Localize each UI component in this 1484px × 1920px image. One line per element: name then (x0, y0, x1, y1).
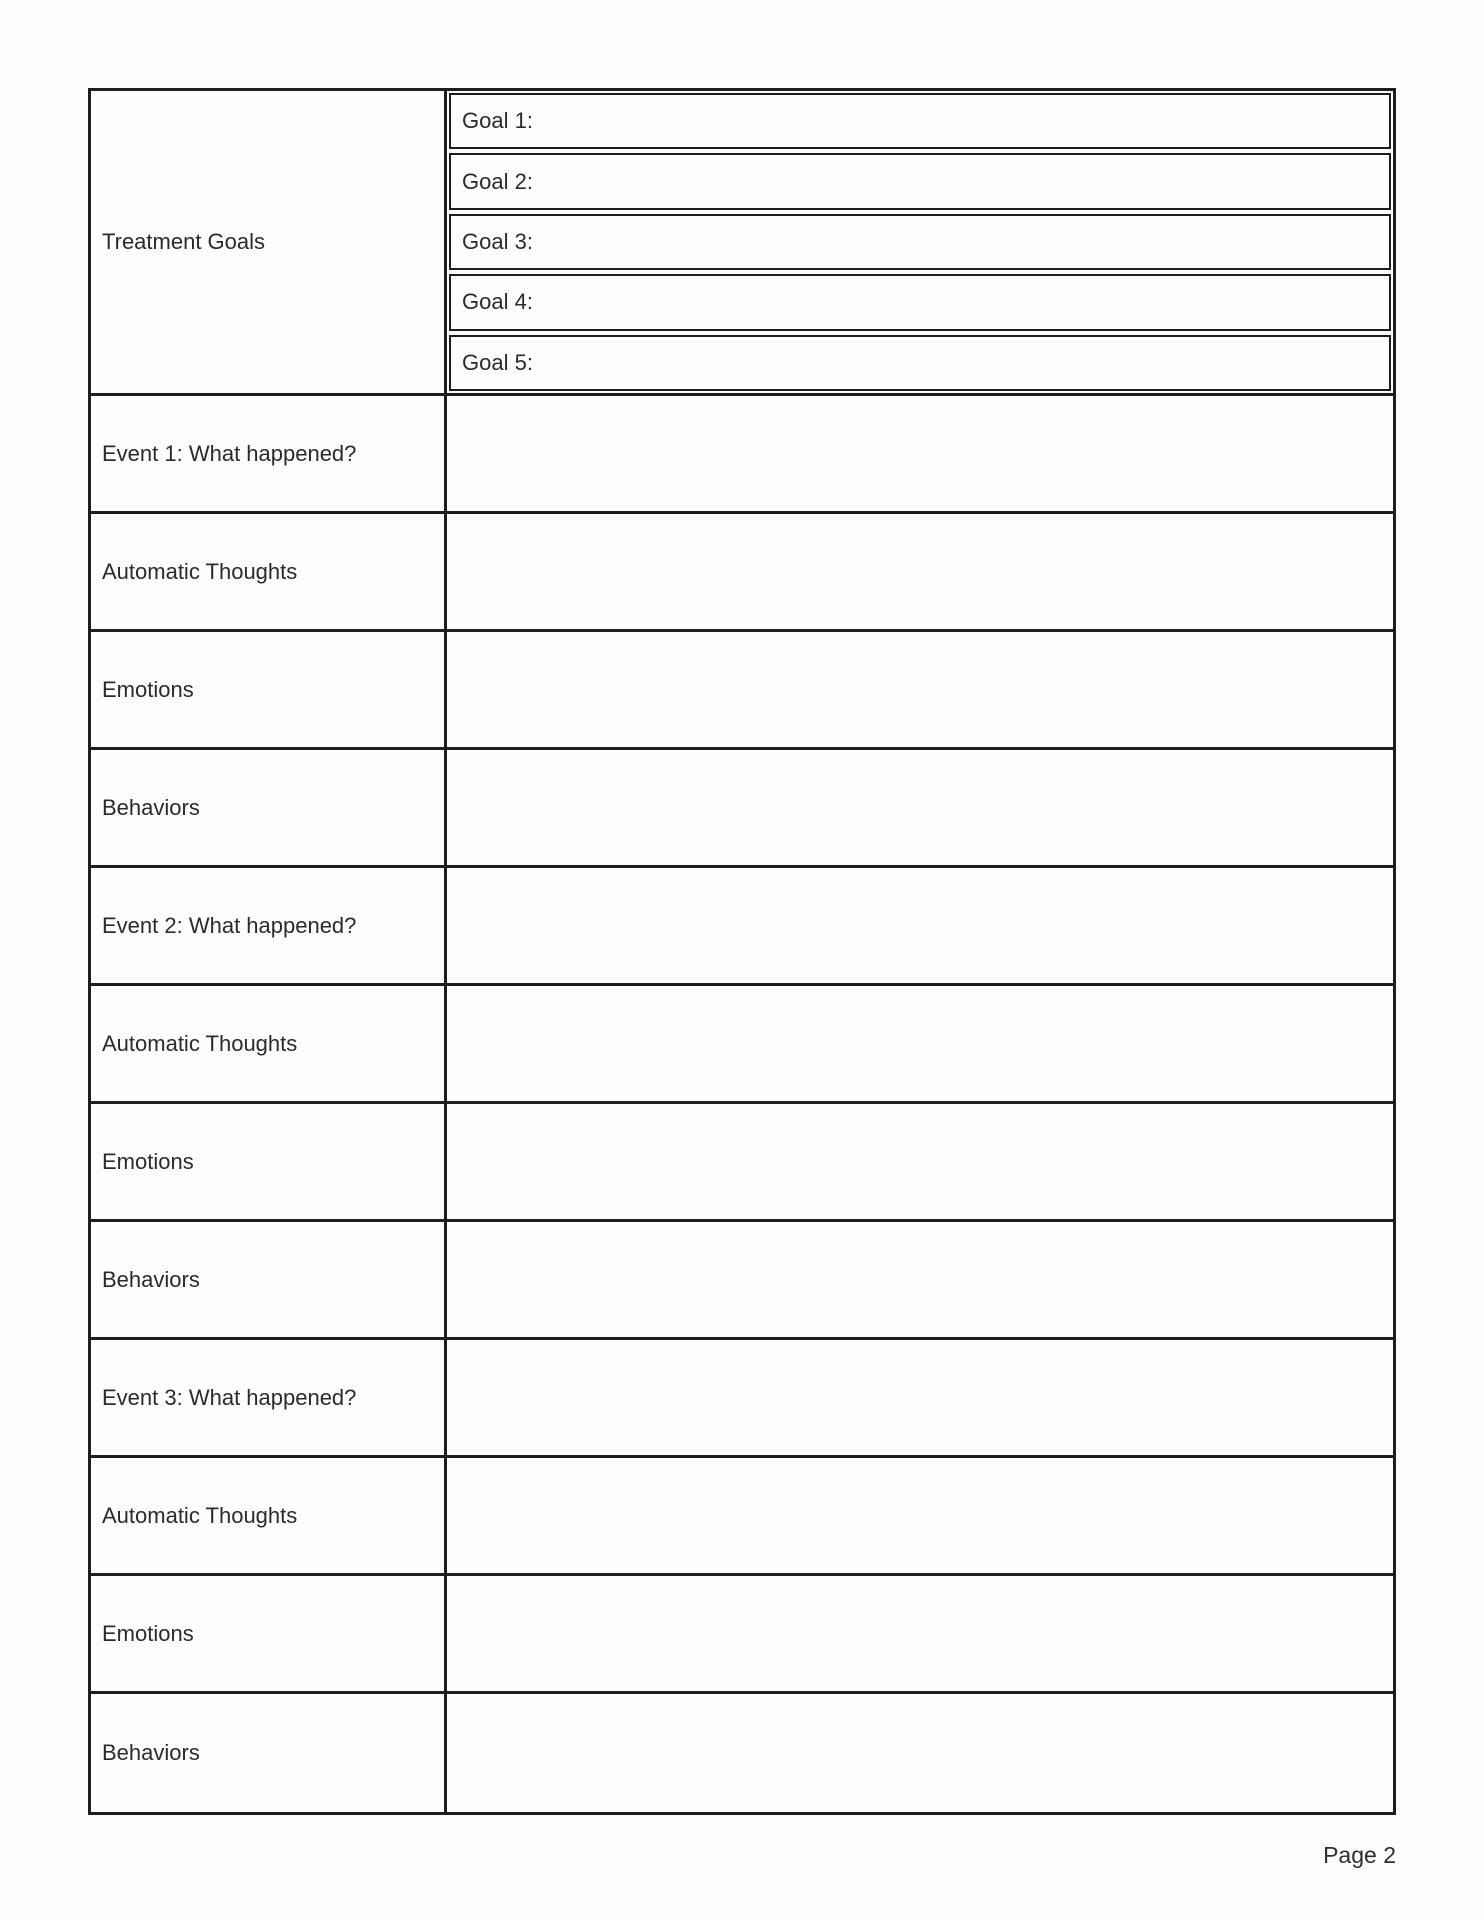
automatic-thoughts-1-row (91, 514, 1393, 632)
emotions-2-row (91, 1104, 1393, 1222)
goal-5-label: Goal 5: (462, 349, 533, 375)
automatic-thoughts-3-row (91, 1458, 1393, 1576)
goal-line-1 (449, 93, 1391, 149)
event-2-row (91, 868, 1393, 986)
automatic-thoughts-3-response-area (447, 1458, 1393, 1573)
goal-line-4 (449, 274, 1391, 330)
row-label-cell (91, 632, 447, 747)
behaviors-2-row (91, 1222, 1393, 1340)
treatment-goals-row (91, 91, 1393, 396)
row-label-cell (91, 1694, 447, 1812)
goal-line-3 (449, 214, 1391, 270)
behaviors-1-row (91, 750, 1393, 868)
emotions-1-response-area (447, 632, 1393, 747)
event-3-row (91, 1340, 1393, 1458)
goal-line-5 (449, 335, 1391, 391)
event-3-label: Event 3: What happened? (102, 1384, 357, 1410)
row-label-cell (91, 1458, 447, 1573)
row-label-cell (91, 868, 447, 983)
behaviors-2-response-area (447, 1222, 1393, 1337)
page-number: Page 2 (1323, 1842, 1396, 1868)
row-label-cell (91, 1576, 447, 1691)
treatment-goals-label-cell (91, 91, 447, 393)
goals-list (447, 91, 1393, 393)
emotions-3-response-area (447, 1576, 1393, 1691)
event-3-response-area (447, 1340, 1393, 1455)
row-label-cell (91, 750, 447, 865)
automatic-thoughts-2-response-area (447, 986, 1393, 1101)
treatment-goals-label: Treatment Goals (102, 229, 266, 254)
goal-1-label: Goal 1: (462, 108, 533, 134)
goal-3-label: Goal 3: (462, 229, 533, 255)
behaviors-1-label: Behaviors (102, 794, 200, 820)
row-label-cell (91, 514, 447, 629)
emotions-1-label: Emotions (102, 676, 194, 702)
behaviors-3-label: Behaviors (102, 1740, 200, 1765)
row-label-cell (91, 1222, 447, 1337)
event-2-response-area (447, 868, 1393, 983)
behaviors-1-response-area (447, 750, 1393, 865)
row-label-cell (91, 986, 447, 1101)
row-label-cell (91, 1104, 447, 1219)
automatic-thoughts-2-row (91, 986, 1393, 1104)
event-1-response-area (447, 396, 1393, 511)
worksheet-table (88, 88, 1396, 1815)
emotions-3-label: Emotions (102, 1620, 194, 1646)
emotions-2-response-area (447, 1104, 1393, 1219)
automatic-thoughts-3-label: Automatic Thoughts (102, 1502, 298, 1528)
emotions-3-row (91, 1576, 1393, 1694)
goal-2-label: Goal 2: (462, 168, 533, 194)
goal-4-label: Goal 4: (462, 289, 533, 315)
automatic-thoughts-1-response-area (447, 514, 1393, 629)
emotions-2-label: Emotions (102, 1148, 194, 1174)
event-1-label: Event 1: What happened? (102, 440, 357, 466)
automatic-thoughts-1-label: Automatic Thoughts (102, 558, 298, 584)
event-2-label: Event 2: What happened? (102, 912, 357, 938)
behaviors-3-row (91, 1694, 1393, 1812)
row-label-cell (91, 1340, 447, 1455)
emotions-1-row (91, 632, 1393, 750)
row-label-cell (91, 396, 447, 511)
automatic-thoughts-2-label: Automatic Thoughts (102, 1030, 298, 1056)
behaviors-2-label: Behaviors (102, 1266, 200, 1292)
goal-line-2 (449, 153, 1391, 209)
event-1-row (91, 396, 1393, 514)
behaviors-3-response-area (447, 1694, 1393, 1812)
